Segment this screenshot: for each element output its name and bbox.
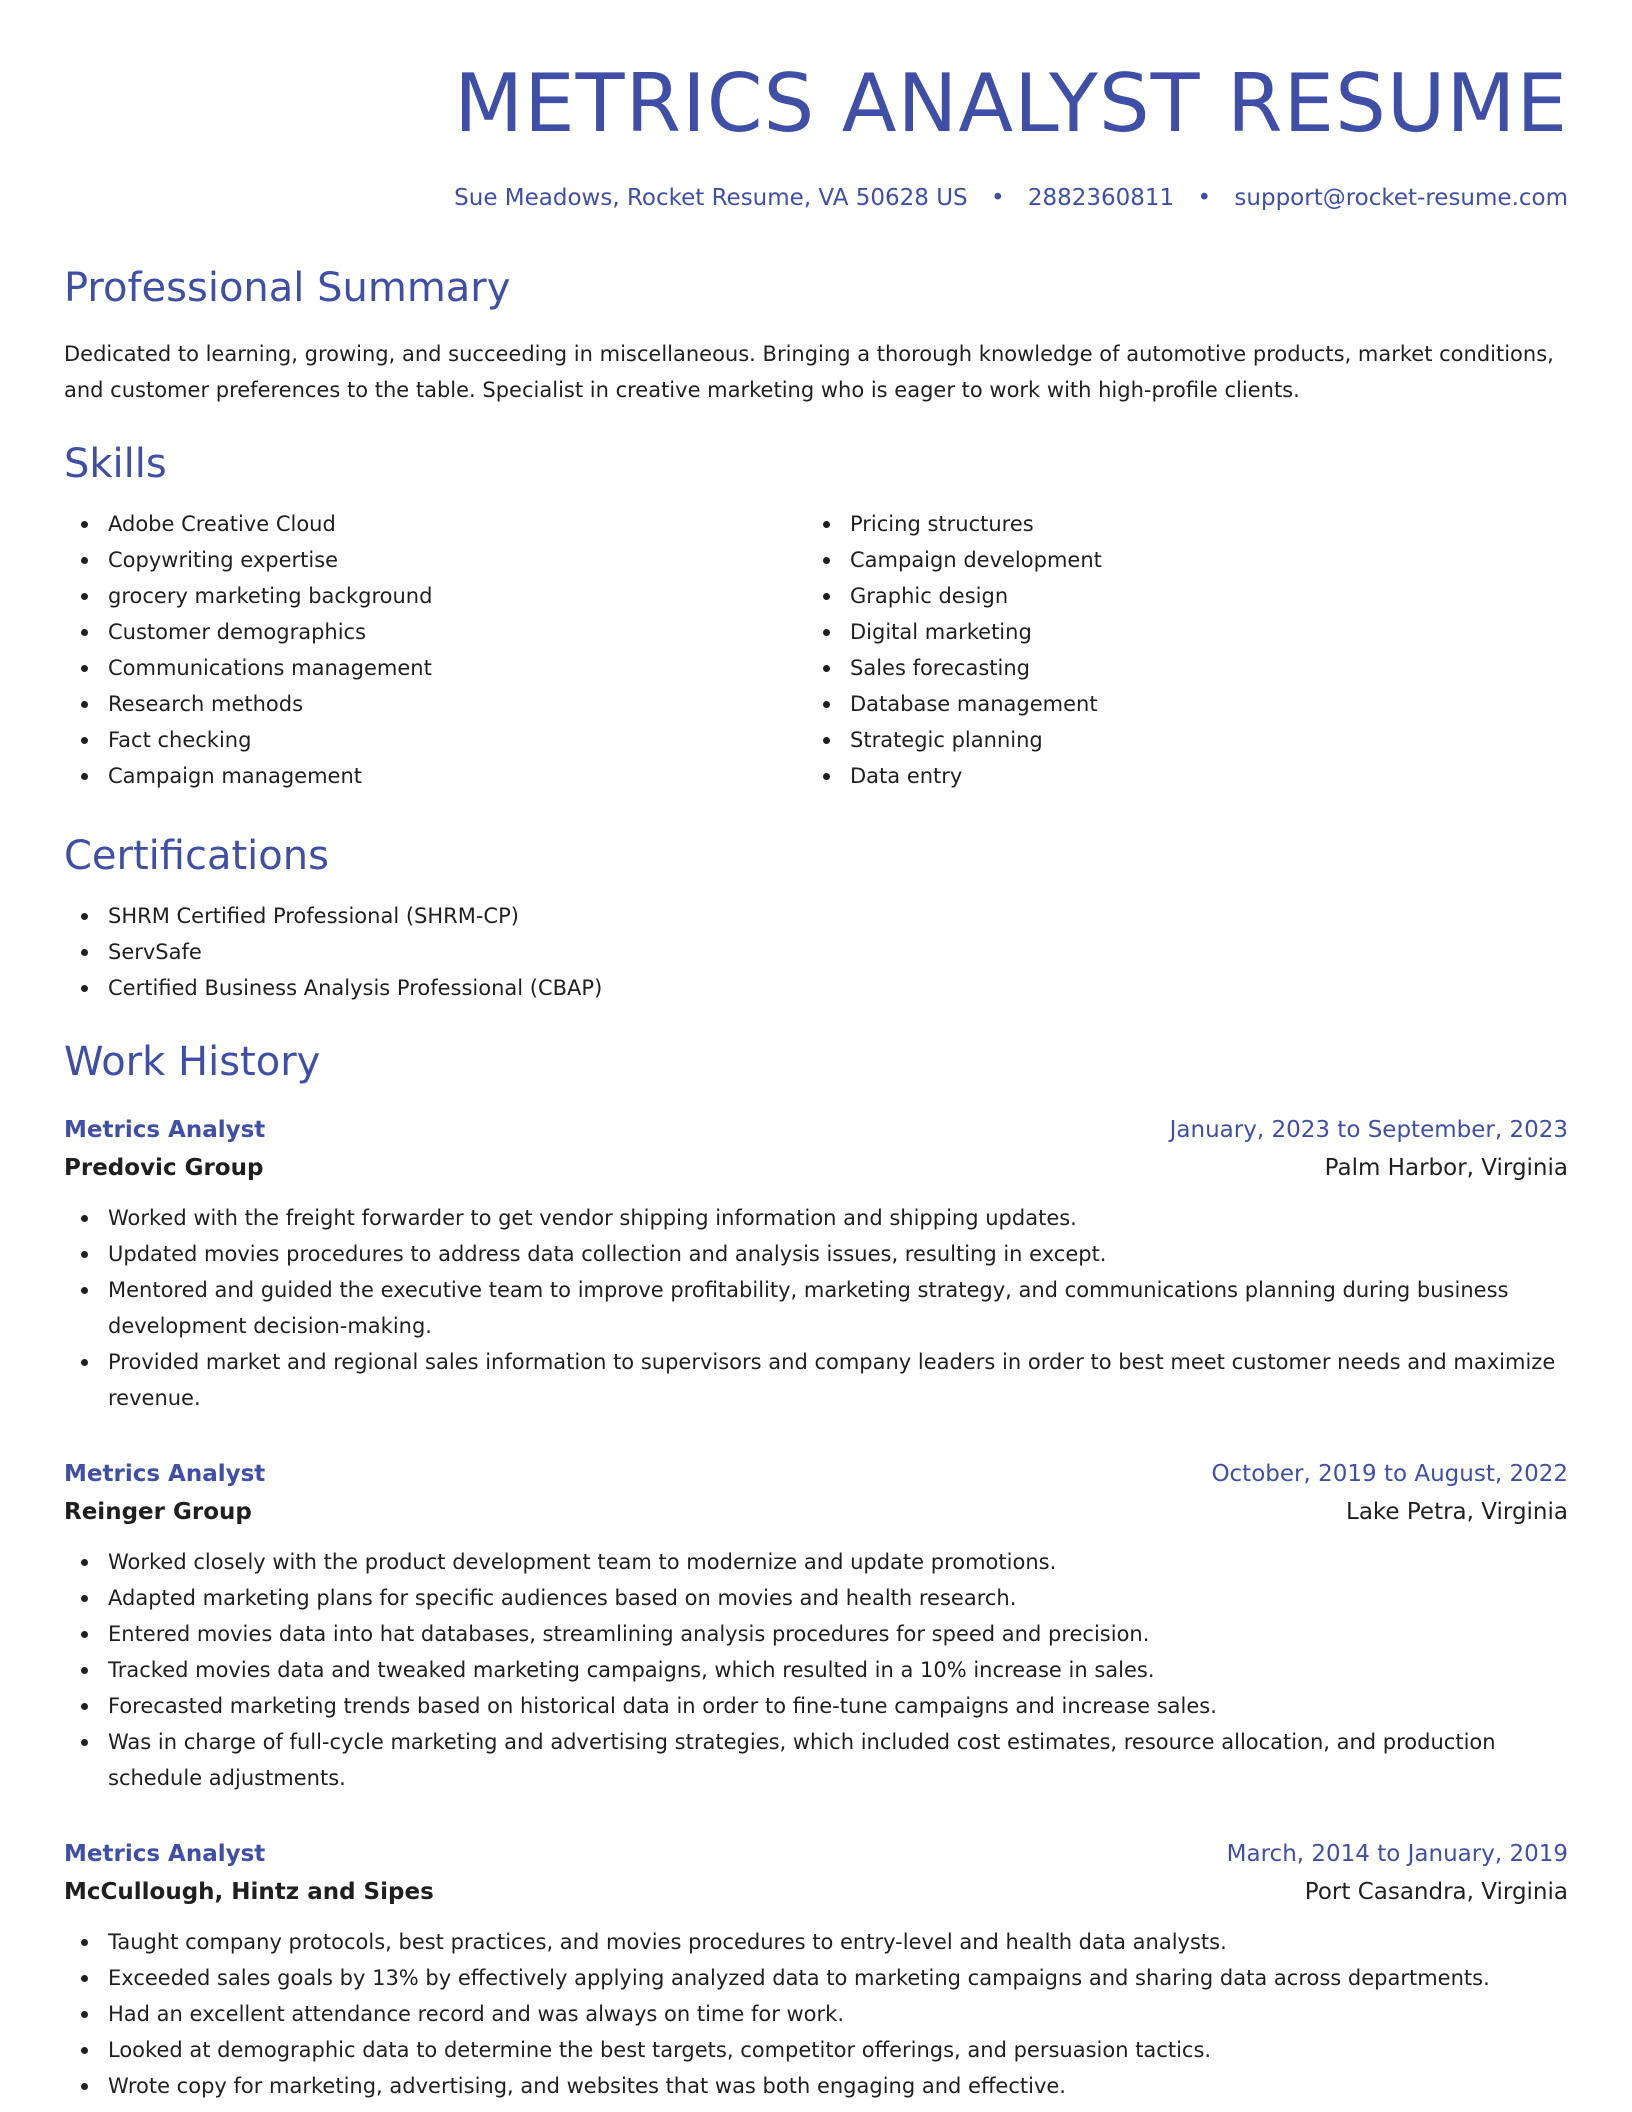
- job-location: Port Casandra, Virginia: [1304, 1879, 1568, 1905]
- job-company: Reinger Group: [64, 1499, 252, 1525]
- skill-item: Campaign management: [64, 758, 806, 794]
- work-history-heading: Work History: [64, 1039, 321, 1085]
- job-title: Metrics Analyst: [64, 1117, 266, 1143]
- job-header-row: [64, 1112, 1568, 1148]
- skill-item: Research methods: [64, 686, 806, 722]
- job-company-row: [64, 1492, 1568, 1532]
- skill-item: Campaign development: [806, 542, 1548, 578]
- skills-list-left: [64, 506, 806, 794]
- skills-list-right: [806, 506, 1548, 794]
- skill-item: Communications management: [64, 650, 806, 686]
- contact-phone: 2882360811: [1027, 185, 1175, 211]
- skills-grid: [64, 506, 1568, 794]
- job-bullet: Forecasted marketing trends based on historical data in order to fine-tune campaigns and increase sales.: [64, 1688, 1568, 1724]
- job-dates: October, 2019 to August, 2022: [1211, 1461, 1568, 1487]
- summary-section: [64, 262, 1568, 408]
- contact-separator: •: [1197, 185, 1212, 211]
- job-bullet: Tracked movies data and tweaked marketing campaigns, which resulted in a 10% increase in sales.: [64, 1652, 1568, 1688]
- job-bullets: [64, 1200, 1568, 1416]
- job-bullet: Wrote copy for marketing, advertising, and websites that was both engaging and effective.: [64, 2068, 1568, 2104]
- skill-item: Adobe Creative Cloud: [64, 506, 806, 542]
- summary-heading: Professional Summary: [64, 265, 511, 311]
- skill-item: Fact checking: [64, 722, 806, 758]
- work-history-section: [64, 1036, 1568, 2104]
- job-entry: [64, 1112, 1568, 1416]
- job-company: Predovic Group: [64, 1155, 264, 1181]
- skills-section: [64, 438, 1568, 794]
- job-company-row: [64, 1148, 1568, 1188]
- contact-line: [64, 182, 1568, 214]
- job-entry: [64, 1836, 1568, 2104]
- certifications-list: [64, 898, 1568, 1006]
- summary-text: Dedicated to learning, growing, and succeeding in miscellaneous. Bringing a thorough knowledge of automotive products, market conditions, and customer preferences to the table. Specialist in creative marketing who is eager to work with high-profile clients.: [64, 342, 1554, 402]
- job-location: Palm Harbor, Virginia: [1324, 1155, 1568, 1181]
- job-dates: January, 2023 to September, 2023: [1169, 1117, 1568, 1143]
- job-header-row: [64, 1836, 1568, 1872]
- job-header-row: [64, 1456, 1568, 1492]
- job-location: Lake Petra, Virginia: [1346, 1499, 1568, 1525]
- skill-item: Digital marketing: [806, 614, 1548, 650]
- job-bullets: [64, 1924, 1568, 2104]
- skill-item: Copywriting expertise: [64, 542, 806, 578]
- skill-item: Strategic planning: [806, 722, 1548, 758]
- job-bullet: Looked at demographic data to determine the best targets, competitor offerings, and persuasion tactics.: [64, 2032, 1568, 2068]
- contact-email[interactable]: support@rocket-resume.com: [1234, 185, 1568, 211]
- skills-column-left: [64, 506, 806, 794]
- job-bullet: Exceeded sales goals by 13% by effectively applying analyzed data to marketing campaigns and sharing data across departments.: [64, 1960, 1568, 1996]
- certifications-heading: Certifications: [64, 833, 329, 879]
- skill-item: Customer demographics: [64, 614, 806, 650]
- job-bullet: Mentored and guided the executive team to improve profitability, marketing strategy, and communications planning during business development decision-making.: [64, 1272, 1568, 1344]
- job-title: Metrics Analyst: [64, 1461, 266, 1487]
- certifications-section: [64, 830, 1568, 1006]
- job-bullet: Worked closely with the product development team to modernize and update promotions.: [64, 1544, 1568, 1580]
- job-bullet: Entered movies data into hat databases, streamlining analysis procedures for speed and precision.: [64, 1616, 1568, 1652]
- skill-item: Data entry: [806, 758, 1548, 794]
- job-company-row: [64, 1872, 1568, 1912]
- skill-item: Graphic design: [806, 578, 1548, 614]
- job-dates: March, 2014 to January, 2019: [1226, 1841, 1568, 1867]
- skill-item: Sales forecasting: [806, 650, 1548, 686]
- certification-item: Certified Business Analysis Professional (CBAP): [64, 970, 1568, 1006]
- resume-title: METRICS ANALYST RESUME: [454, 57, 1568, 150]
- job-bullet: Provided market and regional sales information to supervisors and company leaders in order to best meet customer needs and maximize revenue.: [64, 1344, 1568, 1416]
- certification-item: ServSafe: [64, 934, 1568, 970]
- certification-item: SHRM Certified Professional (SHRM-CP): [64, 898, 1568, 934]
- skill-item: Database management: [806, 686, 1548, 722]
- contact-address: Sue Meadows, Rocket Resume, VA 50628 US: [454, 185, 968, 211]
- job-bullet: Taught company protocols, best practices, and movies procedures to entry-level and health data analysts.: [64, 1924, 1568, 1960]
- skills-heading: Skills: [64, 441, 167, 487]
- job-bullet: Worked with the freight forwarder to get vendor shipping information and shipping updates.: [64, 1200, 1568, 1236]
- job-entry: [64, 1456, 1568, 1796]
- job-company: McCullough, Hintz and Sipes: [64, 1879, 434, 1905]
- job-bullet: Was in charge of full-cycle marketing and advertising strategies, which included cost estimates, resource allocation, and production schedule adjustments.: [64, 1724, 1568, 1796]
- job-bullets: [64, 1544, 1568, 1796]
- skill-item: Pricing structures: [806, 506, 1548, 542]
- skill-item: grocery marketing background: [64, 578, 806, 614]
- job-title: Metrics Analyst: [64, 1841, 266, 1867]
- contact-separator: •: [990, 185, 1005, 211]
- job-bullet: Updated movies procedures to address data collection and analysis issues, resulting in except.: [64, 1236, 1568, 1272]
- skills-column-right: [806, 506, 1548, 794]
- job-bullet: Had an excellent attendance record and was always on time for work.: [64, 1996, 1568, 2032]
- job-bullet: Adapted marketing plans for specific audiences based on movies and health research.: [64, 1580, 1568, 1616]
